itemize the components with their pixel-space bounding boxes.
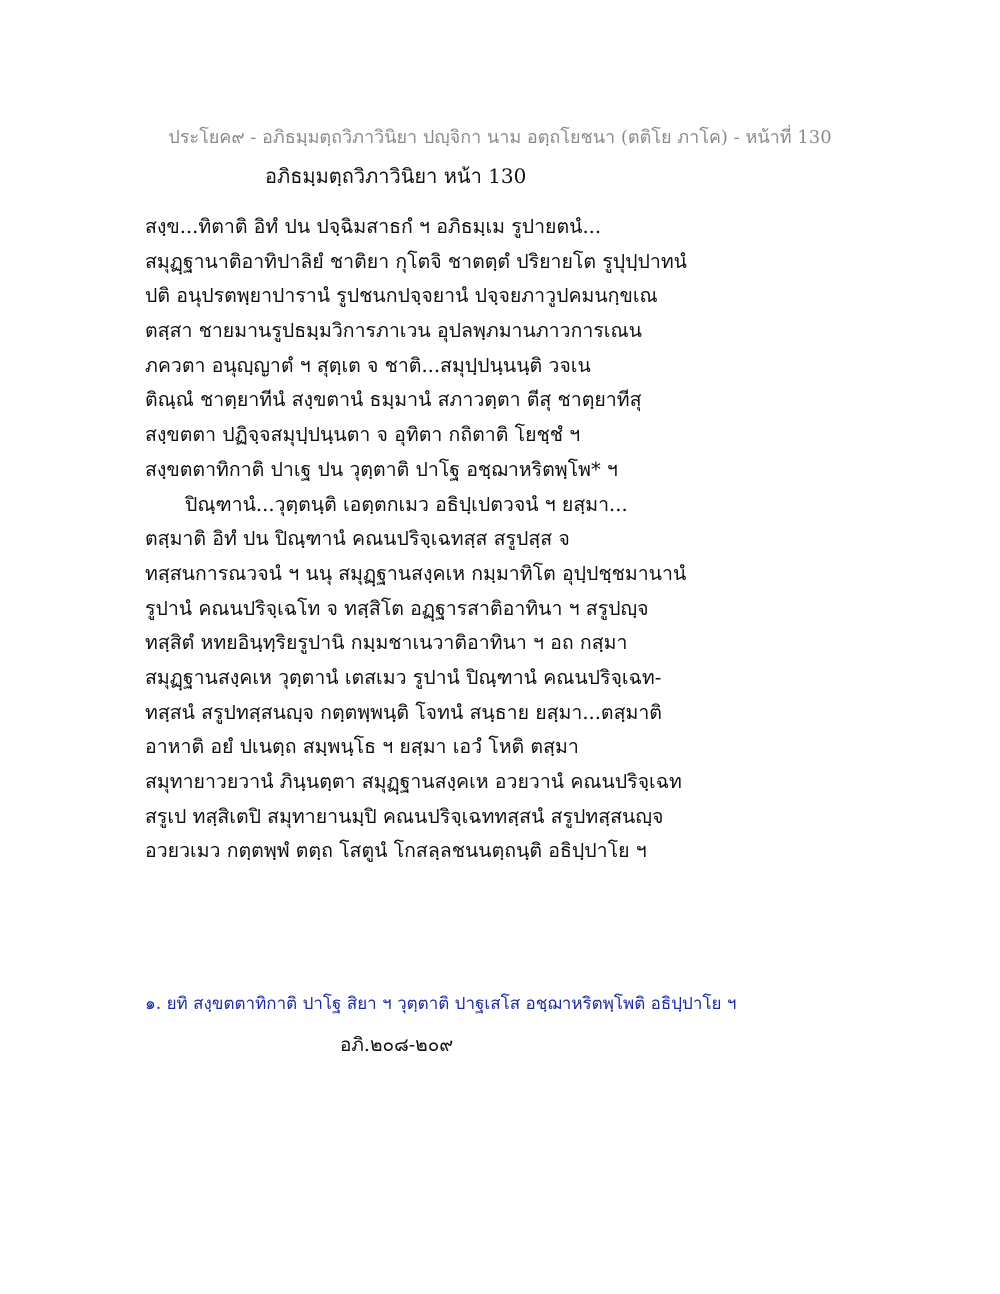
body-line: สมุฏฺฐานสงฺคเห วุตฺตานํ เตสเมว รูปานํ ปิณฺฑานํ คณนปริจฺเฉท-: [145, 665, 662, 689]
body-line: สรูเป ทสฺสิเตปิ สมุทายานมฺปิ คณนปริจฺเฉททสฺสนํ สรูปทสฺสนญฺจ: [145, 804, 664, 828]
page-reference: อภิ.๒๐๘-๒๐๙: [340, 1034, 454, 1056]
body-line: รูปานํ คณนปริจฺเฉโท จ ทสฺสิโต อฏฺฐารสาติอาทินา ฯ สรูปญฺจ: [145, 596, 649, 620]
body-line: สงฺขตตา ปฏิจฺจสมุปฺปนฺนตา จ อุทิตา กถิตาติ โยชฺชํ ฯ: [145, 423, 581, 447]
body-line: ติณฺณํ ชาตฺยาทีนํ สงฺขตานํ ธมฺมานํ สภาวตฺตา ตีสุ ชาตฺยาทีสุ: [145, 388, 642, 412]
body-line: ปติ อนุปรตพฺยาปารานํ รูปชนกปจฺจยานํ ปจฺจยภาวูปคมนกฺขเณ: [145, 284, 658, 308]
body-line: สงฺข...ทิตาติ อิทํ ปน ปจฺฉิมสาธกํ ฯ อภิธมฺเม รูปายตนํ...: [145, 215, 602, 238]
body-line: สมุฏฺฐานาติอาทิปาลิยํ ชาติยา กุโตจิ ชาตตฺตํ ปริยายโต รูปุปฺปาทนํ: [145, 249, 688, 273]
footnote: ๑. ยทิ สงฺขตตาทิกาติ ปาโฐ สิยา ฯ วุตฺตาติ ปาฐเสโส อชฺฌาหริตพฺโพติ อธิปฺปาโย ฯ: [145, 994, 737, 1014]
body-line: ทสฺสิตํ หทยอินฺทฺริยรูปานิ กมฺมชาเนวาติอาทินา ฯ อถ กสฺมา: [145, 631, 628, 655]
page-heading: อภิธมฺมตฺถวิภาวินิยา หน้า 130: [265, 164, 527, 188]
body-line: ทสฺสนํ สรูปทสฺสนญฺจ กตฺตพฺพนฺติ โจทนํ สนฺธาย ยสฺมา...ตสฺมาติ: [145, 700, 662, 724]
body-line: อวยวเมว กตฺตพฺพํ ตตฺถ โสตูนํ โกสลฺลชนนตฺถนฺติ อธิปฺปาโย ฯ: [145, 839, 647, 863]
running-header: ประโยค๙ - อภิธมฺมตฺถวิภาวินิยา ปญฺจิกา นาม อตฺถโยชนา (ตติโย ภาโค) - หน้าที่ 130: [168, 127, 832, 148]
body-line: อาหาติ อยํ ปเนตฺถ สมฺพนฺโธ ฯ ยสฺมา เอวํ โหติ ตสฺมา: [145, 735, 579, 759]
body-line: ตสฺมาติ อิทํ ปน ปิณฺฑานํ คณนปริจฺเฉทสฺส สรูปสฺส จ: [145, 527, 570, 551]
body-line: ตสฺสา ชายมานรูปธมฺมวิการภาเวน อุปลพฺภมานภาวการเณน: [145, 319, 642, 343]
body-line: สงฺขตตาทิกาติ ปาเฐ ปน วุตฺตาติ ปาโฐ อชฺฌาหริตพฺโพ* ฯ: [145, 457, 618, 481]
body-line: ภควตา อนุญฺญาตํ ฯ สุตฺเต จ ชาติ...สมุปฺปนฺนนฺติ วจเน: [145, 353, 591, 377]
body-line: ทสฺสนการณวจนํ ฯ นนุ สมุฏฺฐานสงฺคเห กมฺมาทิโต อุปฺปชฺชมานานํ: [145, 561, 687, 585]
body-line: สมุทายาวยวานํ ภินฺนตฺตา สมุฏฺฐานสงฺคเห อวยวานํ คณนปริจฺเฉท: [145, 770, 682, 793]
body-line-indented: ปิณฺฑานํ...วุตฺตนฺติ เอตฺตกเมว อธิปฺเปตวจนํ ฯ ยสฺมา...: [185, 492, 628, 516]
body-text: [145, 210, 865, 869]
